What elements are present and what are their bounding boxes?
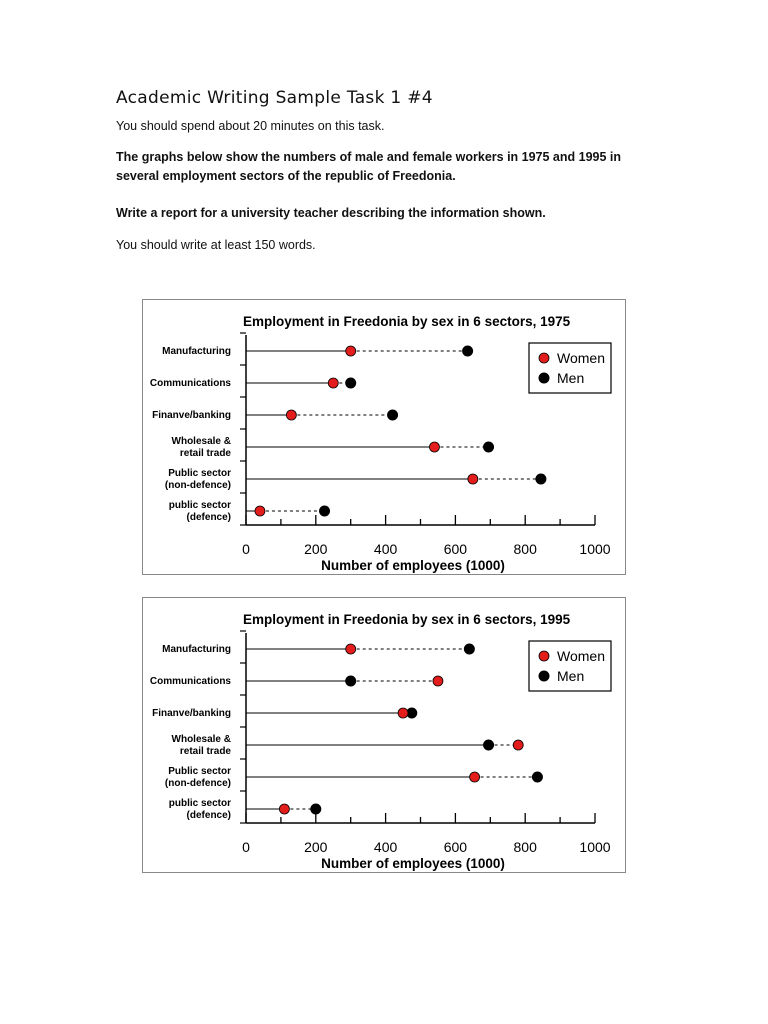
- x-tick-label: 0: [242, 541, 250, 557]
- category-label-line: Communications: [149, 676, 231, 687]
- x-tick-label: 1000: [579, 541, 611, 557]
- category-label-line: Public sector: [168, 468, 231, 479]
- category-label: [150, 676, 232, 687]
- task-instruction: Write a report for a university teacher describing the information shown.: [116, 206, 546, 220]
- chart-1995: [142, 597, 626, 873]
- x-tick-label: 800: [513, 541, 537, 557]
- x-tick-label: 600: [443, 839, 468, 855]
- category-label-line: retail trade: [179, 448, 231, 459]
- legend-men-marker: [539, 671, 549, 681]
- category-label-line: Public sector: [168, 766, 231, 777]
- women-dot: [433, 676, 443, 686]
- x-tick-label: 800: [513, 839, 537, 855]
- category-label-line: Manufacturing: [162, 644, 231, 655]
- women-dot: [279, 804, 289, 814]
- men-dot: [346, 676, 356, 686]
- category-label: [165, 766, 231, 789]
- x-tick-label: 400: [373, 541, 398, 557]
- category-label: [172, 734, 232, 757]
- x-tick-label: 600: [443, 541, 468, 557]
- women-dot: [470, 772, 480, 782]
- chart-1995-svg: [143, 598, 627, 874]
- women-dot: [429, 442, 439, 452]
- category-label-line: Finanve/banking: [152, 708, 231, 719]
- category-label-line: Wholesale &: [171, 734, 231, 745]
- category-label-line: (non-defence): [164, 778, 231, 789]
- men-dot: [346, 378, 356, 388]
- category-label-line: Manufacturing: [162, 346, 231, 357]
- legend-women-marker: [539, 651, 549, 661]
- category-label: [169, 500, 231, 523]
- men-dot: [463, 346, 473, 356]
- men-dot: [536, 474, 546, 484]
- word-count-note: You should write at least 150 words.: [116, 238, 316, 252]
- legend-women-marker: [539, 353, 549, 363]
- legend-men-label: Men: [557, 370, 585, 386]
- category-label: [165, 468, 231, 491]
- x-axis-label: Number of employees (1000): [321, 856, 505, 871]
- men-dot: [484, 740, 494, 750]
- legend-men-label: Men: [557, 668, 585, 684]
- x-tick-label: 400: [373, 839, 398, 855]
- women-dot: [328, 378, 338, 388]
- women-dot: [255, 506, 265, 516]
- legend-women-label: Women: [557, 648, 605, 664]
- women-dot: [346, 346, 356, 356]
- x-tick-label: 200: [304, 541, 328, 557]
- category-label-line: (defence): [186, 810, 231, 821]
- legend-women-label: Women: [557, 350, 605, 366]
- chart-1975-svg: [143, 300, 627, 576]
- category-label: [162, 644, 231, 655]
- category-label-line: Wholesale &: [171, 436, 231, 447]
- chart-title: Employment in Freedonia by sex in 6 sectors, 1995: [243, 612, 571, 627]
- x-axis-label: Number of employees (1000): [321, 558, 505, 573]
- category-label: [152, 708, 231, 719]
- x-tick-label: 0: [242, 839, 250, 855]
- women-dot: [513, 740, 523, 750]
- men-dot: [388, 410, 398, 420]
- men-dot: [532, 772, 542, 782]
- category-label: [152, 410, 231, 421]
- men-dot: [311, 804, 321, 814]
- category-label-line: public sector: [168, 500, 231, 511]
- category-label: [150, 378, 232, 389]
- category-label: [169, 798, 231, 821]
- women-dot: [346, 644, 356, 654]
- chart-1975: [142, 299, 626, 575]
- page-title: Academic Writing Sample Task 1 #4: [116, 88, 433, 108]
- women-dot: [286, 410, 296, 420]
- chart-title: Employment in Freedonia by sex in 6 sectors, 1975: [243, 314, 571, 329]
- women-dot: [468, 474, 478, 484]
- men-dot: [484, 442, 494, 452]
- men-dot: [464, 644, 474, 654]
- category-label-line: Finanve/banking: [152, 410, 231, 421]
- time-note: You should spend about 20 minutes on this task.: [116, 119, 385, 133]
- category-label: [162, 346, 231, 357]
- x-tick-label: 200: [304, 839, 328, 855]
- category-label-line: Communications: [149, 378, 231, 389]
- category-label-line: (non-defence): [164, 480, 231, 491]
- men-dot: [320, 506, 330, 516]
- category-label-line: (defence): [186, 512, 231, 523]
- x-tick-label: 1000: [579, 839, 611, 855]
- category-label-line: public sector: [168, 798, 231, 809]
- task-prompt: The graphs below show the numbers of male and female workers in 1975 and 1995 in several employment sectors of the republic of Freedonia.: [116, 150, 622, 183]
- category-label: [172, 436, 232, 459]
- women-dot: [398, 708, 408, 718]
- legend-men-marker: [539, 373, 549, 383]
- category-label-line: retail trade: [179, 746, 231, 757]
